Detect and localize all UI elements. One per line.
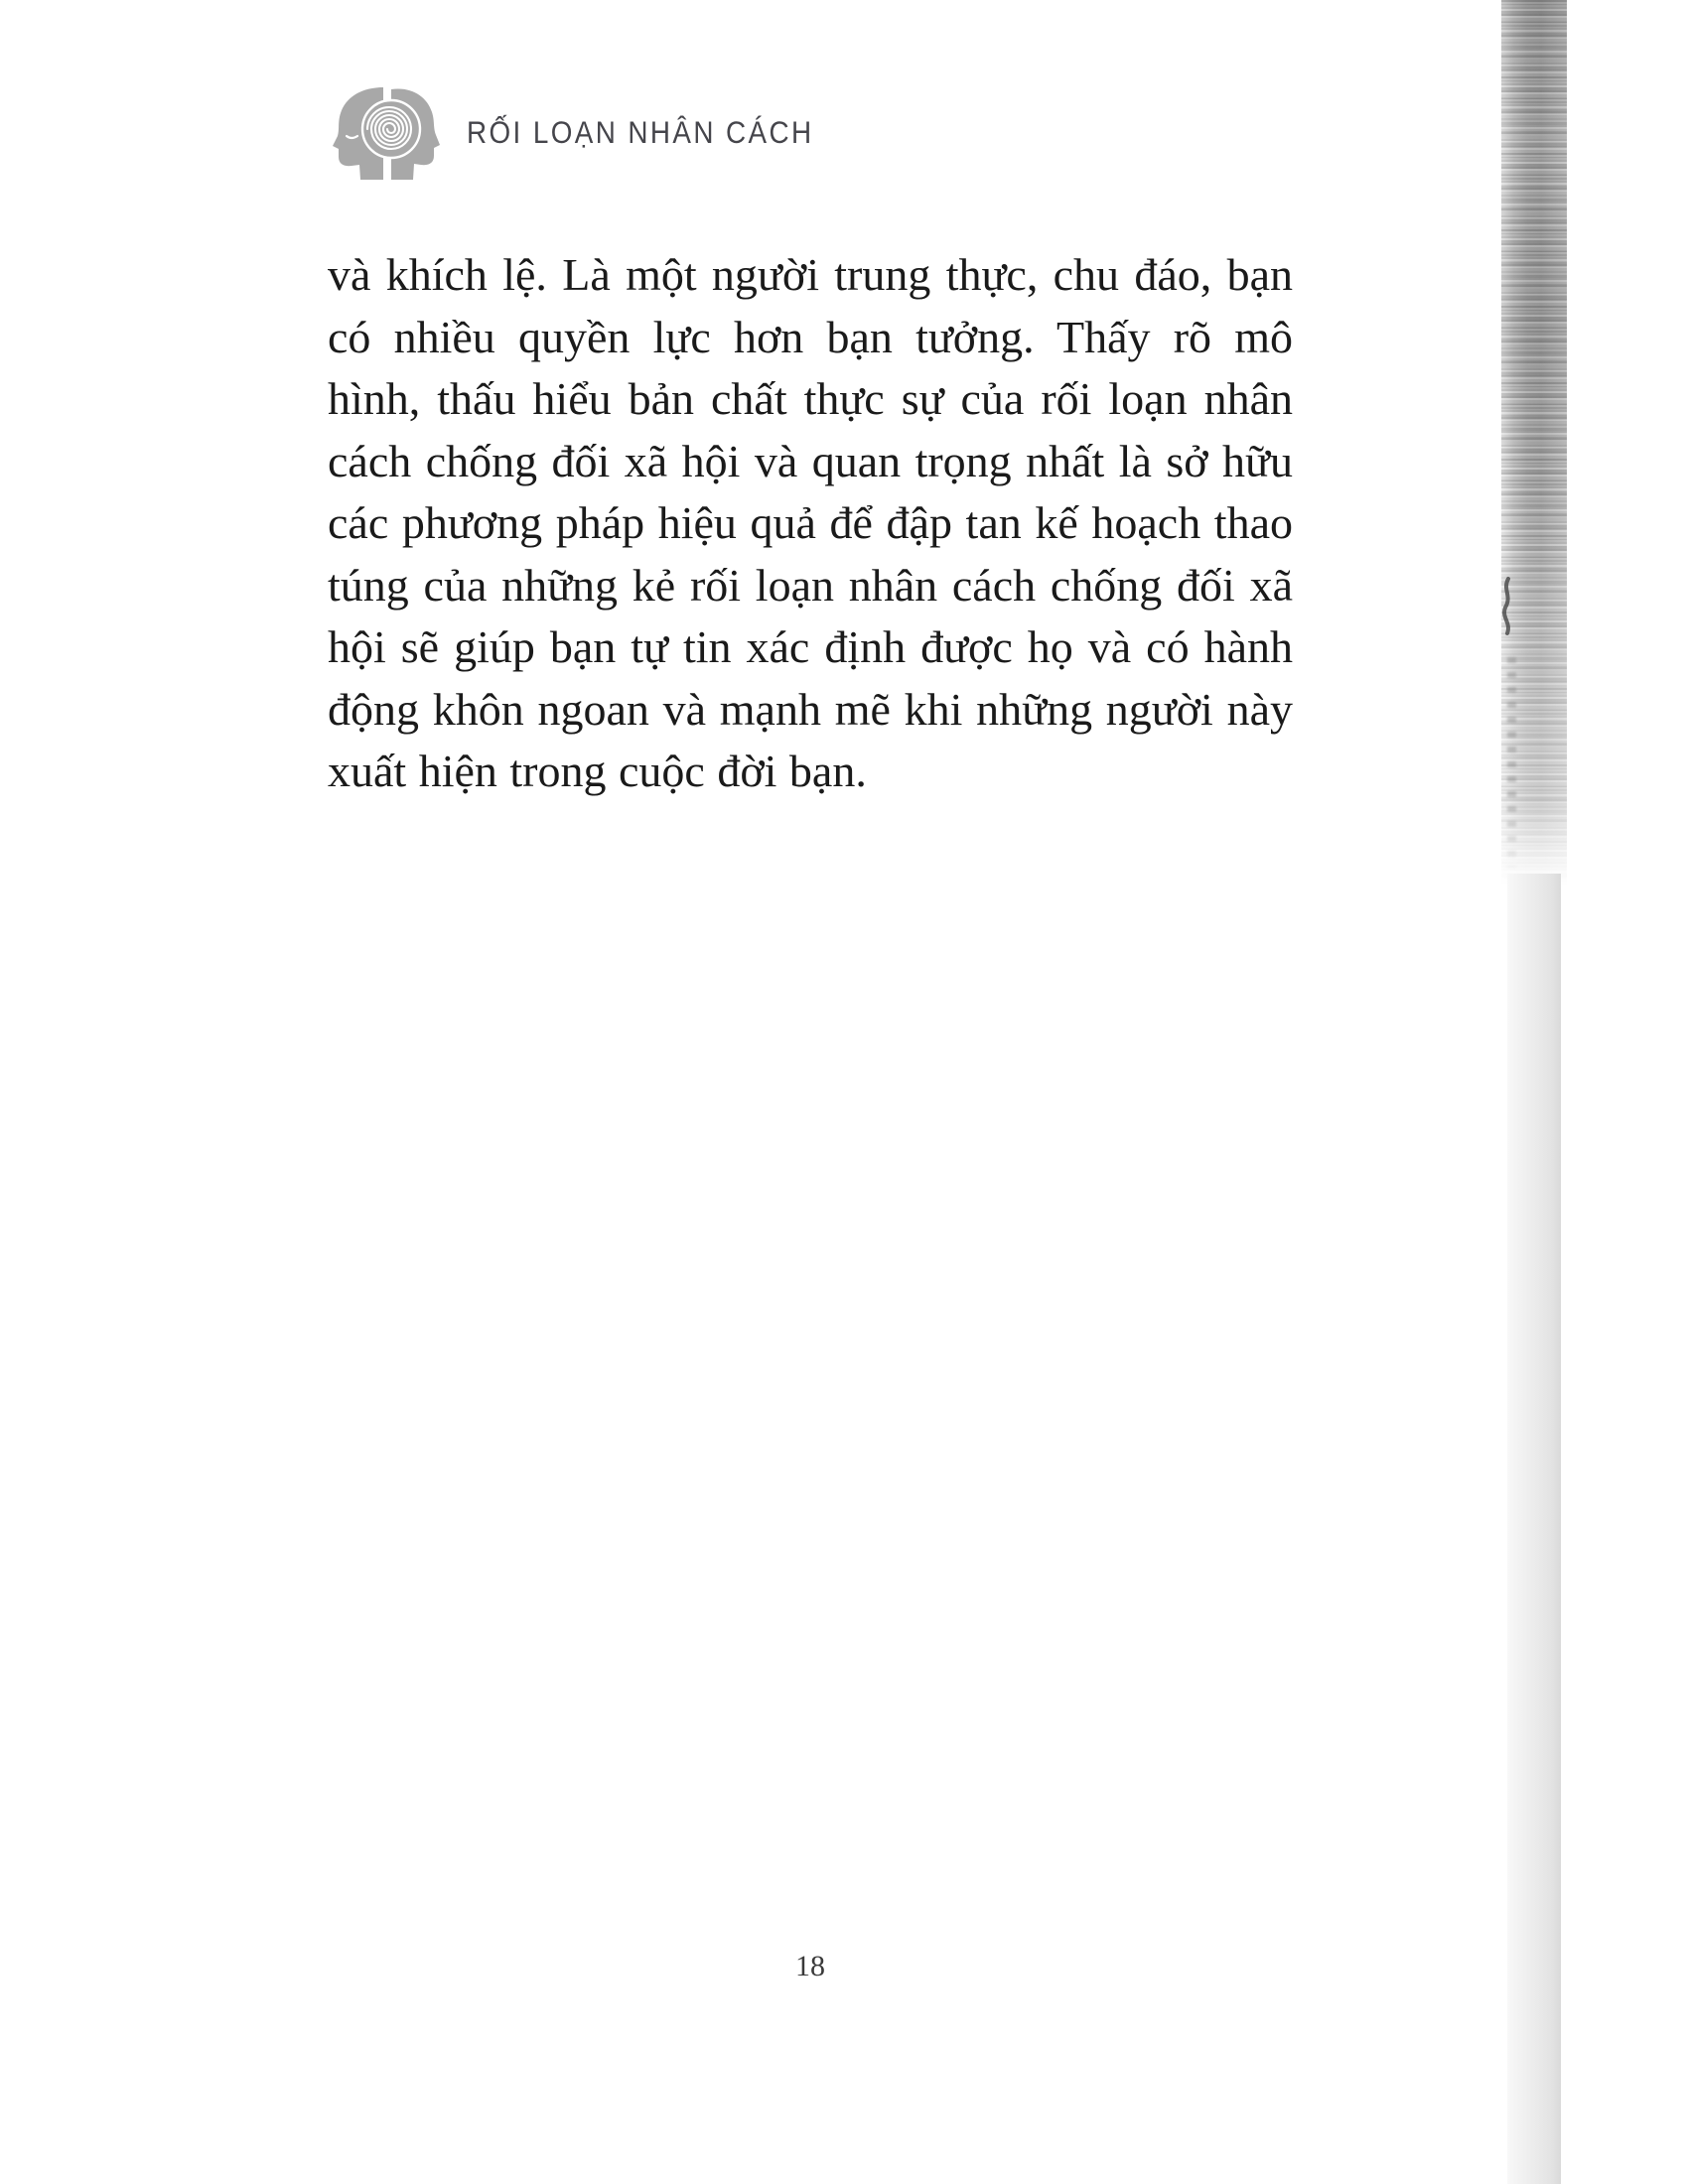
body-paragraph: và khích lệ. Là một người trung thực, chu đáo, bạn có nhiều quyền lực hơn bạn tưởng. Thấy rõ mô hình, thấu hiểu bản chất thực sự của rối loạn nhân cách chống đối xã hội và quan trọng nhất là sở hữu các phương pháp hiệu quả để đập tan kế hoạch thao túng của những kẻ rối loạn nhân cách chống đối xã hội sẽ giúp bạn tự tin xác định được họ và có hành động khôn ngoan và mạnh mẽ khi những người này xuất hiện trong cuộc đời bạn. (328, 249, 1293, 796)
running-head-title: RỐI LOẠN NHÂN CÁCH (467, 114, 814, 151)
page-number: 18 (795, 1950, 825, 1982)
scanned-page-edge-lower (1507, 874, 1561, 2184)
edge-ink-mark (1499, 576, 1525, 637)
dual-head-spiral-icon (316, 83, 443, 181)
chapter-header (316, 83, 828, 181)
